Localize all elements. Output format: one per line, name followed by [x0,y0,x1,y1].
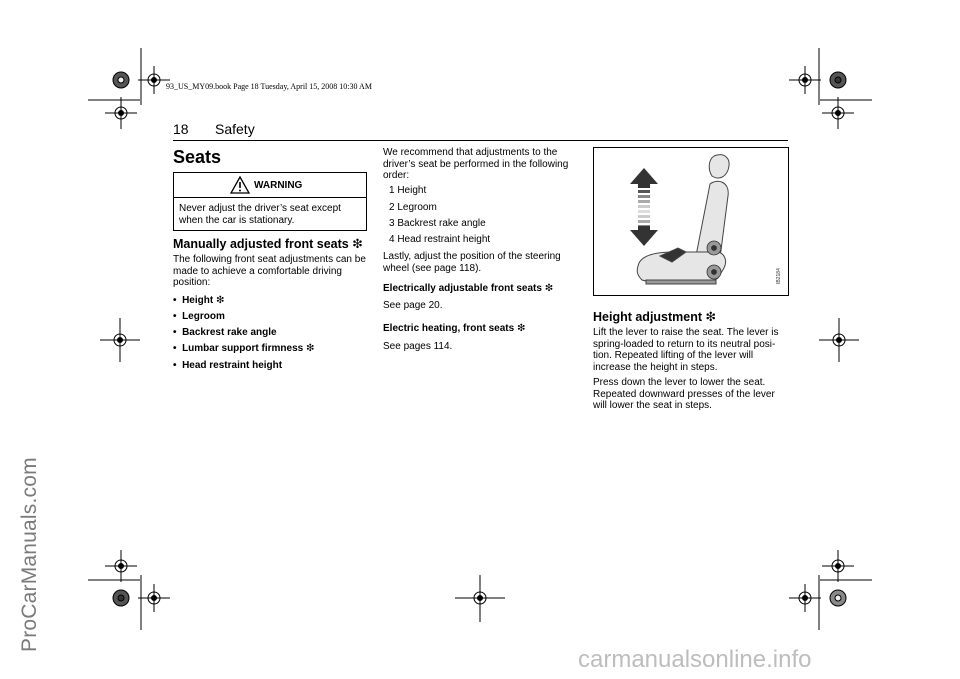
warning-header [174,173,366,198]
electric-heating-text: See pages 114. [383,341,453,352]
warning-triangle-icon [230,176,250,194]
list-item: 1 Height [389,185,427,196]
electric-seats-text: See page 20. [383,300,443,311]
list-item: • Legroom [173,311,225,322]
section-title: Safety [215,121,255,137]
height-arrow-icon [630,168,658,246]
warning-text: Never adjust the driver’s seat except when the car is stationary. [179,203,341,226]
header-rule [173,140,788,141]
list-item: 4 Head restraint height [389,234,491,245]
seat-figure [593,147,789,296]
seat-illustration [594,148,788,295]
snowflake-icon: ❇ [516,323,526,334]
page-title: Seats [173,147,222,167]
list-item: 2 Legroom [389,202,437,213]
list-item: 3 Backrest rake angle [389,218,486,229]
manual-seats-heading: Manually adjusted front seats ❇ [173,237,363,251]
list-item: • Head restraint height [173,360,283,371]
lastly-text: Lastly, adjust the position of the steering wheel (see page 118). [383,251,561,274]
side-watermark: ProCarManuals.com [18,457,41,652]
snowflake-icon: ❇ [305,343,315,354]
bottom-watermark: carmanualsonline.info [578,646,812,673]
figure-code: IB2184 [776,268,782,284]
snowflake-icon: ❇ [352,237,363,251]
list-item: • Height ❇ [173,295,225,306]
list-item: • Lumbar support firmness ❇ [173,343,315,354]
height-adjustment-heading: Height adjustment ❇ [593,310,717,324]
height-adjustment-p1: Lift the lever to raise the seat. The lever is spring-loaded to return to its neutral posi-tion. Repeated lifting of the lever will increase the height in steps. [593,327,779,373]
snowflake-icon: ❇ [215,295,225,306]
warning-box [173,172,367,231]
warning-heading: WARNING [254,180,303,191]
list-item: • Backrest rake angle [173,327,277,338]
electric-seats-heading: Electrically adjustable front seats ❇ [383,283,554,294]
order-intro: We recommend that adjustments to the driver’s seat be performed in the following order: [383,147,569,181]
snowflake-icon: ❇ [544,283,554,294]
snowflake-icon: ❇ [705,310,717,324]
book-info: 93_US_MY09.book Page 18 Tuesday, April 15, 2008 10:30 AM [166,82,372,91]
electric-heating-heading: Electric heating, front seats ❇ [383,323,526,334]
manual-seats-intro: The following front seat adjustments can be made to achieve a comfortable driving position: [173,254,366,288]
height-adjustment-p2: Press down the lever to lower the seat. Repeated downward presses of the lever will lower the seat in steps. [593,377,775,411]
page-number: 18 [173,121,189,137]
